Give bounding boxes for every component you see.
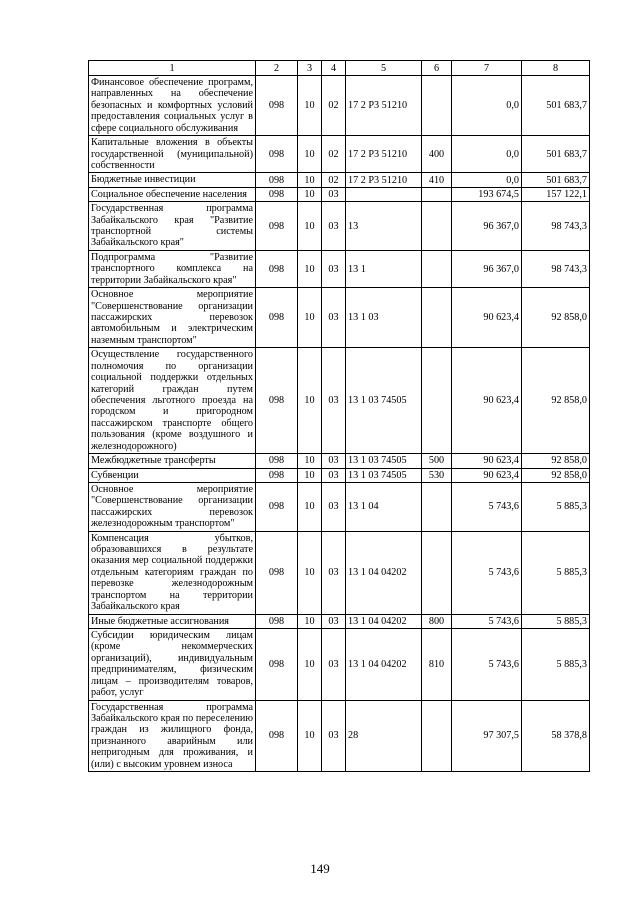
admin-code: 098 [256, 76, 298, 136]
amount-year-1: 0,0 [452, 76, 522, 136]
amount-year-1: 0,0 [452, 136, 522, 173]
row-name: Осуществление государственного полномочия по организации социальной поддержки отдельных категорий граждан путем обеспечения льготного проезда на городском и пригородном пассажирском транспорте общего пользования (кроме воздушного и железнодорожного) [89, 348, 256, 454]
expense-type-code: 410 [422, 173, 452, 187]
subsection-code: 02 [322, 76, 346, 136]
expense-type-code: 810 [422, 628, 452, 700]
table-row [89, 288, 590, 348]
column-header: 1 [89, 61, 256, 76]
admin-code: 098 [256, 468, 298, 482]
column-header: 3 [298, 61, 322, 76]
section-code: 10 [298, 454, 322, 468]
target-article-code: 13 1 03 [346, 288, 422, 348]
row-name: Государственная программа Забайкальского края "Развитие транспортной системы Забайкальского края" [89, 202, 256, 251]
row-name: Основное мероприятие "Совершенствование организации пассажирских перевозок автомобильным и электрическим наземным транспортом" [89, 288, 256, 348]
section-code: 10 [298, 348, 322, 454]
table-row [89, 614, 590, 628]
admin-code: 098 [256, 187, 298, 201]
admin-code: 098 [256, 173, 298, 187]
amount-year-2: 98 743,3 [522, 202, 590, 251]
table-row [89, 173, 590, 187]
amount-year-1: 5 743,6 [452, 482, 522, 531]
amount-year-2: 5 885,3 [522, 482, 590, 531]
expense-type-code: 800 [422, 614, 452, 628]
target-article-code: 13 1 03 74505 [346, 468, 422, 482]
amount-year-2: 5 885,3 [522, 628, 590, 700]
target-article-code: 13 1 03 74505 [346, 348, 422, 454]
amount-year-1: 90 623,4 [452, 348, 522, 454]
expense-type-code [422, 348, 452, 454]
subsection-code: 03 [322, 202, 346, 251]
section-code: 10 [298, 628, 322, 700]
table-row [89, 454, 590, 468]
target-article-code: 13 1 04 04202 [346, 628, 422, 700]
target-article-code: 13 1 04 [346, 482, 422, 531]
expense-type-code [422, 202, 452, 251]
subsection-code: 03 [322, 288, 346, 348]
subsection-code: 03 [322, 454, 346, 468]
subsection-code: 02 [322, 173, 346, 187]
amount-year-1: 96 367,0 [452, 250, 522, 287]
subsection-code: 03 [322, 614, 346, 628]
column-header: 6 [422, 61, 452, 76]
column-header: 2 [256, 61, 298, 76]
target-article-code: 13 1 [346, 250, 422, 287]
expense-type-code: 400 [422, 136, 452, 173]
amount-year-2: 501 683,7 [522, 173, 590, 187]
section-code: 10 [298, 288, 322, 348]
admin-code: 098 [256, 136, 298, 173]
table-row [89, 700, 590, 772]
section-code: 10 [298, 202, 322, 251]
table-row [89, 531, 590, 614]
row-name: Финансовое обеспечение программ, направленных на обеспечение безопасных и комфортных условий предоставления социальных услуг в сфере социального обслуживания [89, 76, 256, 136]
amount-year-1: 193 674,5 [452, 187, 522, 201]
admin-code: 098 [256, 202, 298, 251]
subsection-code: 03 [322, 700, 346, 772]
expense-type-code: 500 [422, 454, 452, 468]
table-row [89, 482, 590, 531]
table-row [89, 136, 590, 173]
amount-year-2: 58 378,8 [522, 700, 590, 772]
amount-year-1: 90 623,4 [452, 468, 522, 482]
row-name: Иные бюджетные ассигнования [89, 614, 256, 628]
amount-year-2: 501 683,7 [522, 76, 590, 136]
admin-code: 098 [256, 614, 298, 628]
admin-code: 098 [256, 348, 298, 454]
section-code: 10 [298, 187, 322, 201]
amount-year-2: 92 858,0 [522, 288, 590, 348]
column-header: 7 [452, 61, 522, 76]
column-header: 8 [522, 61, 590, 76]
section-code: 10 [298, 482, 322, 531]
subsection-code: 02 [322, 136, 346, 173]
amount-year-1: 97 307,5 [452, 700, 522, 772]
section-code: 10 [298, 468, 322, 482]
row-name: Капитальные вложения в объекты государственной (муниципальной) собственности [89, 136, 256, 173]
section-code: 10 [298, 614, 322, 628]
expense-type-code [422, 76, 452, 136]
amount-year-2: 157 122,1 [522, 187, 590, 201]
amount-year-2: 92 858,0 [522, 468, 590, 482]
section-code: 10 [298, 531, 322, 614]
row-name: Субсидии юридическим лицам (кроме некоммерческих организаций), индивидуальным предпринимателям, физическим лицам – производителям товаров, работ, услуг [89, 628, 256, 700]
row-name: Бюджетные инвестиции [89, 173, 256, 187]
table-row [89, 468, 590, 482]
subsection-code: 03 [322, 531, 346, 614]
target-article-code: 28 [346, 700, 422, 772]
subsection-code: 03 [322, 187, 346, 201]
target-article-code: 13 1 03 74505 [346, 454, 422, 468]
target-article-code: 13 1 04 04202 [346, 531, 422, 614]
admin-code: 098 [256, 531, 298, 614]
amount-year-2: 92 858,0 [522, 454, 590, 468]
amount-year-1: 96 367,0 [452, 202, 522, 251]
amount-year-1: 0,0 [452, 173, 522, 187]
admin-code: 098 [256, 700, 298, 772]
amount-year-2: 5 885,3 [522, 614, 590, 628]
section-code: 10 [298, 173, 322, 187]
expense-type-code [422, 250, 452, 287]
amount-year-1: 5 743,6 [452, 628, 522, 700]
section-code: 10 [298, 700, 322, 772]
target-article-code [346, 187, 422, 201]
amount-year-2: 501 683,7 [522, 136, 590, 173]
column-header: 5 [346, 61, 422, 76]
table-row [89, 628, 590, 700]
row-name: Государственная программа Забайкальского края по переселению граждан из жилищного фонда, признанного аварийным или непригодным для проживания, и (или) с высоким уровнем износа [89, 700, 256, 772]
section-code: 10 [298, 250, 322, 287]
table-row [89, 187, 590, 201]
subsection-code: 03 [322, 468, 346, 482]
expense-type-code [422, 700, 452, 772]
subsection-code: 03 [322, 348, 346, 454]
amount-year-1: 5 743,6 [452, 614, 522, 628]
amount-year-2: 98 743,3 [522, 250, 590, 287]
admin-code: 098 [256, 250, 298, 287]
admin-code: 098 [256, 628, 298, 700]
amount-year-2: 92 858,0 [522, 348, 590, 454]
row-name: Субвенции [89, 468, 256, 482]
target-article-code: 17 2 P3 51210 [346, 76, 422, 136]
expense-type-code [422, 187, 452, 201]
admin-code: 098 [256, 288, 298, 348]
row-name: Компенсация убытков, образовавшихся в результате оказания мер социальной поддержки отдельным категориям граждан по перевозке железнодорожным транспортом на территории Забайкальского края [89, 531, 256, 614]
expense-type-code: 530 [422, 468, 452, 482]
row-name: Социальное обеспечение населения [89, 187, 256, 201]
table-row [89, 76, 590, 136]
table-row [89, 250, 590, 287]
header-row [89, 61, 590, 76]
section-code: 10 [298, 136, 322, 173]
table-row [89, 348, 590, 454]
column-header: 4 [322, 61, 346, 76]
subsection-code: 03 [322, 482, 346, 531]
subsection-code: 03 [322, 250, 346, 287]
amount-year-1: 90 623,4 [452, 454, 522, 468]
expense-type-code [422, 531, 452, 614]
target-article-code: 17 2 P3 51210 [346, 173, 422, 187]
amount-year-2: 5 885,3 [522, 531, 590, 614]
row-name: Межбюджетные трансферты [89, 454, 256, 468]
target-article-code: 13 [346, 202, 422, 251]
row-name: Основное мероприятие "Совершенствование организации пассажирских перевозок железнодорожным транспортом" [89, 482, 256, 531]
amount-year-1: 5 743,6 [452, 531, 522, 614]
section-code: 10 [298, 76, 322, 136]
admin-code: 098 [256, 482, 298, 531]
page-number: 149 [310, 861, 330, 876]
target-article-code: 17 2 P3 51210 [346, 136, 422, 173]
amount-year-1: 90 623,4 [452, 288, 522, 348]
expense-type-code [422, 482, 452, 531]
admin-code: 098 [256, 454, 298, 468]
row-name: Подпрограмма "Развитие транспортного комплекса на территории Забайкальского края" [89, 250, 256, 287]
table-row [89, 202, 590, 251]
budget-table [88, 60, 590, 772]
target-article-code: 13 1 04 04202 [346, 614, 422, 628]
expense-type-code [422, 288, 452, 348]
subsection-code: 03 [322, 628, 346, 700]
